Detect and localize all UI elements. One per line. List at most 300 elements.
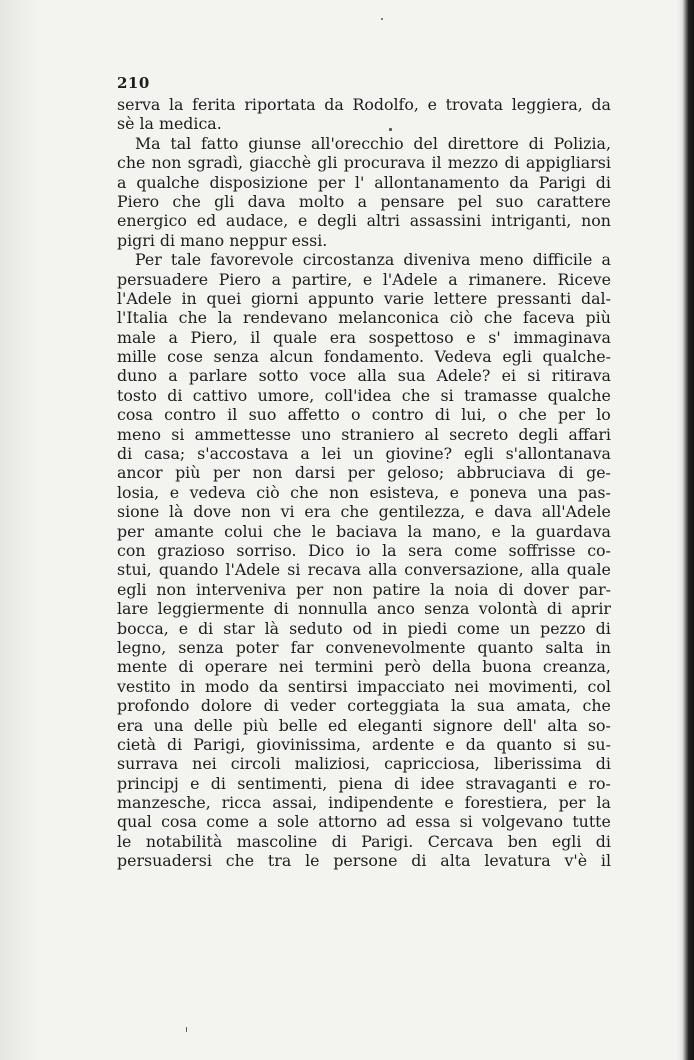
- word: od: [352, 618, 373, 638]
- word: o: [497, 405, 508, 425]
- word: s'allontanava: [505, 444, 611, 464]
- word: per: [296, 579, 324, 599]
- word: di: [546, 599, 563, 619]
- word: patire: [372, 579, 421, 599]
- word: persuadere: [117, 269, 209, 289]
- word: qualche: [547, 385, 611, 405]
- word: di: [411, 851, 427, 871]
- word: molto: [298, 191, 345, 211]
- word: cattivo: [192, 385, 248, 405]
- word: signore: [432, 715, 493, 735]
- word: abbruciava: [456, 463, 546, 483]
- word: che: [582, 696, 611, 716]
- word: non: [240, 502, 271, 522]
- text-line: [117, 347, 611, 366]
- word: lare: [117, 599, 149, 619]
- word: delle: [193, 715, 233, 735]
- word: noia: [454, 579, 489, 599]
- word: umore,: [257, 385, 315, 405]
- page-left-tone: [0, 0, 40, 1060]
- word: levatura: [484, 851, 551, 871]
- word: sentimenti,: [237, 773, 328, 793]
- word: le: [305, 851, 320, 871]
- word: senza: [213, 347, 259, 367]
- word: una: [153, 715, 184, 735]
- word: male: [117, 327, 156, 347]
- word: come: [457, 618, 500, 638]
- word: giovine?: [385, 444, 453, 464]
- word: ardente: [372, 734, 435, 754]
- word: la: [511, 521, 526, 541]
- text-line: [117, 774, 611, 793]
- word: veder: [290, 696, 336, 716]
- word: stui,: [117, 560, 152, 580]
- word: alla: [368, 560, 398, 580]
- word: allontanamento: [374, 172, 500, 192]
- word: e: [444, 793, 454, 813]
- word: notabilità: [145, 831, 223, 851]
- word: cosa: [117, 405, 153, 425]
- word: Parigi.: [361, 831, 414, 851]
- word: nei: [192, 754, 217, 774]
- word: la: [450, 696, 466, 716]
- word: e: [567, 773, 578, 793]
- word: fatto: [200, 133, 239, 153]
- word: ciò: [256, 482, 280, 502]
- word: la: [407, 521, 423, 541]
- word: a: [601, 250, 611, 270]
- word: a: [357, 191, 368, 211]
- word: altri: [366, 211, 400, 231]
- word: sera: [408, 540, 443, 560]
- word: sentirsi: [287, 676, 348, 696]
- word: corteggiata: [347, 696, 440, 716]
- word: di: [273, 599, 289, 619]
- word: di: [167, 385, 183, 405]
- word: interveniva: [196, 579, 287, 599]
- word: il: [600, 851, 611, 871]
- text-line: [117, 599, 611, 618]
- word: di: [595, 831, 611, 851]
- word: profondo: [117, 696, 190, 716]
- word: mezzo: [447, 153, 499, 173]
- word: indipendente: [328, 793, 434, 813]
- word: eleganti: [357, 715, 423, 735]
- word: trovata: [445, 95, 504, 114]
- word: che: [483, 308, 513, 328]
- word: l'Adele: [382, 269, 438, 289]
- word: forestiera,: [464, 793, 548, 813]
- word: Ma: [135, 133, 161, 153]
- word: Rodolfo,: [352, 95, 419, 114]
- word: si: [440, 385, 454, 405]
- word: belle: [278, 715, 318, 735]
- word: di: [198, 618, 214, 638]
- word: si: [563, 734, 577, 754]
- word: Piero,: [190, 327, 238, 347]
- word: là: [264, 618, 280, 638]
- text-line: [117, 522, 611, 541]
- word: che: [172, 191, 201, 211]
- word: per: [558, 793, 586, 813]
- word: si: [459, 812, 473, 832]
- word: l'Adele: [225, 560, 281, 580]
- word: della: [432, 657, 472, 677]
- word: aprir: [571, 599, 611, 619]
- word: affari: [568, 424, 611, 444]
- text-line: [117, 812, 611, 831]
- word: Vedeva: [434, 347, 492, 367]
- word: tosto: [117, 385, 157, 405]
- word: faceva: [523, 308, 575, 328]
- word: recava: [307, 560, 362, 580]
- text-line: [117, 289, 611, 308]
- word: guardava: [535, 521, 611, 541]
- word: audace,: [225, 211, 289, 231]
- word: qualche-: [542, 347, 611, 367]
- word: Dico: [308, 540, 345, 560]
- word: che: [401, 385, 431, 405]
- word: degli: [518, 424, 559, 444]
- word: non: [581, 211, 611, 231]
- word: carattere: [536, 191, 611, 211]
- word: su-: [587, 734, 611, 754]
- word: vestito: [117, 676, 171, 696]
- word: amante: [154, 521, 214, 541]
- text-line: [117, 657, 611, 676]
- word: una: [537, 482, 568, 502]
- text-line: [117, 153, 611, 172]
- word: Adele?: [436, 366, 491, 386]
- word: idee: [420, 773, 455, 793]
- text-line: [117, 463, 611, 482]
- word: creanza,: [542, 657, 611, 677]
- word: da: [509, 172, 529, 192]
- word: e: [190, 773, 200, 793]
- word: giorni: [250, 288, 299, 308]
- word: dava: [494, 502, 532, 522]
- word: che: [518, 405, 547, 425]
- word: giacchè: [249, 153, 312, 173]
- word: di: [263, 696, 279, 716]
- word: meno: [117, 424, 162, 444]
- word: per: [317, 172, 345, 192]
- paper-speck: [389, 128, 392, 131]
- word: nonnulla: [297, 599, 368, 619]
- word: conversazione,: [404, 560, 524, 580]
- word: gli: [214, 191, 235, 211]
- word: circoli: [230, 754, 281, 774]
- word: riportata: [244, 95, 316, 114]
- word: convenevolmente: [325, 637, 466, 657]
- word: geloso;: [387, 463, 445, 483]
- word: ed: [196, 211, 217, 231]
- word: dolore: [200, 696, 253, 716]
- word: quanto: [477, 637, 534, 657]
- word: del: [413, 133, 438, 153]
- word: sua: [477, 696, 505, 716]
- word: vi: [280, 502, 295, 522]
- word: colui: [224, 521, 263, 541]
- word: intriganti,: [491, 211, 572, 231]
- word: assai,: [272, 793, 318, 813]
- word: voce: [309, 366, 347, 386]
- word: serva: [117, 95, 161, 114]
- word: come: [206, 812, 249, 832]
- text-line: [117, 328, 611, 347]
- word: e: [474, 502, 485, 522]
- word: era: [329, 327, 357, 347]
- word: quando: [158, 560, 219, 580]
- word: più: [585, 308, 611, 328]
- word: a: [168, 327, 178, 347]
- word: fondamento.: [323, 347, 424, 367]
- word: surrava: [117, 754, 179, 774]
- word: seduto: [289, 618, 343, 638]
- word: suo: [495, 191, 524, 211]
- word: di: [595, 172, 611, 192]
- word: dove: [193, 502, 232, 522]
- word: là: [168, 502, 184, 522]
- word: sole: [276, 812, 309, 832]
- word: partire,: [291, 269, 353, 289]
- word: Cercava: [427, 831, 494, 851]
- word: di: [331, 831, 347, 851]
- word: Parigi,: [193, 734, 246, 754]
- word: come: [454, 540, 497, 560]
- word: favorevole: [210, 250, 294, 270]
- word: capricciosa,: [384, 754, 480, 774]
- word: tale: [170, 250, 202, 270]
- word: che: [117, 153, 146, 173]
- word: lettere: [433, 288, 488, 308]
- word: per: [347, 463, 375, 483]
- word: affetto: [287, 405, 340, 425]
- word: secreto: [449, 424, 509, 444]
- word: pel: [457, 191, 483, 211]
- word: poneva: [469, 482, 528, 502]
- word: ritirava: [551, 366, 611, 386]
- word: appunto: [308, 288, 375, 308]
- text-line: sè la medica.: [117, 114, 222, 134]
- word: tra: [267, 851, 292, 871]
- word: qualche: [136, 172, 200, 192]
- word: disposizione: [209, 172, 308, 192]
- word: circostanza: [302, 250, 395, 270]
- word: volontà: [478, 599, 538, 619]
- word: le: [117, 831, 132, 851]
- word: assassini: [409, 211, 482, 231]
- text-line: [117, 541, 611, 560]
- word: direttore: [447, 133, 519, 153]
- word: nei: [454, 676, 479, 696]
- word: lei: [321, 444, 342, 464]
- word: si: [527, 366, 541, 386]
- word: di: [393, 773, 410, 793]
- word: sua: [397, 366, 426, 386]
- word: anco: [376, 599, 415, 619]
- text-line: [117, 560, 611, 579]
- text-line: [117, 211, 611, 230]
- word: diveniva: [403, 250, 471, 270]
- word: alta: [547, 715, 578, 735]
- word: ancor: [117, 463, 163, 483]
- word: e: [178, 618, 189, 638]
- word: non: [156, 579, 187, 599]
- word: era: [117, 715, 144, 735]
- word: di: [498, 579, 514, 599]
- word: in: [382, 618, 398, 638]
- word: la: [169, 95, 184, 114]
- word: egli: [502, 347, 532, 367]
- word: si: [287, 560, 301, 580]
- word: darsi: [294, 463, 336, 483]
- word: rimanere.: [468, 269, 547, 289]
- word: poter: [235, 637, 279, 657]
- text-line: [117, 754, 611, 773]
- word: principj: [117, 773, 179, 793]
- word: cosa: [161, 812, 197, 832]
- text-line: [117, 366, 611, 385]
- word: amata,: [516, 696, 571, 716]
- word: con: [117, 540, 146, 560]
- word: un: [353, 444, 374, 464]
- word: s': [488, 327, 501, 347]
- word: la: [596, 793, 611, 813]
- word: salta: [545, 637, 584, 657]
- word: il: [250, 327, 261, 347]
- word: star: [223, 618, 255, 638]
- word: la: [430, 579, 445, 599]
- word: soffrisse: [508, 540, 576, 560]
- word: in: [180, 676, 196, 696]
- word: energico: [117, 211, 187, 231]
- text-line: [117, 502, 611, 521]
- word: che: [225, 851, 255, 871]
- word: all'orecchio: [310, 133, 404, 153]
- word: di: [528, 133, 544, 153]
- word: rendevano: [242, 308, 328, 328]
- word: senza: [424, 599, 470, 619]
- word: la: [217, 308, 233, 328]
- word: a: [448, 269, 458, 289]
- text-line: [117, 735, 611, 754]
- word: era: [304, 502, 331, 522]
- word: non: [332, 579, 363, 599]
- text-line: [117, 95, 611, 114]
- word: alta: [440, 851, 471, 871]
- word: ei: [501, 366, 517, 386]
- word: gli: [317, 153, 338, 173]
- word: pressanti: [497, 288, 572, 308]
- word: difficile: [532, 250, 593, 270]
- word: a: [117, 172, 127, 192]
- text-line: [117, 696, 611, 715]
- word: ge-: [586, 463, 611, 483]
- word: suo: [248, 405, 277, 425]
- word: piedi: [407, 618, 448, 638]
- word: più: [243, 715, 269, 735]
- word: di: [178, 657, 194, 677]
- word: grazioso: [157, 540, 225, 560]
- word: di: [595, 618, 611, 638]
- word: l': [354, 172, 365, 192]
- word: di: [434, 405, 451, 425]
- text-line: [117, 425, 611, 444]
- word: giovinissima,: [256, 734, 361, 754]
- text-line: [117, 483, 611, 502]
- word: mano,: [432, 521, 482, 541]
- word: far: [290, 637, 314, 657]
- word: dal-: [581, 288, 611, 308]
- word: ro-: [588, 773, 611, 793]
- word: l'Italia: [117, 308, 168, 328]
- page-binding-shadow: [676, 0, 694, 1060]
- word: volgevano: [482, 812, 564, 832]
- word: immaginava: [513, 327, 611, 347]
- word: il: [227, 405, 238, 425]
- word: sospettoso: [368, 327, 454, 347]
- word: col: [587, 676, 611, 696]
- word: a: [258, 812, 268, 832]
- word: quale: [566, 560, 611, 580]
- word: persuadersi: [117, 851, 212, 871]
- text-line: [117, 619, 611, 638]
- word: vedeva: [189, 482, 246, 502]
- word: per: [117, 521, 145, 541]
- word: pas-: [577, 482, 611, 502]
- text-line: [117, 250, 611, 269]
- text-line: [117, 716, 611, 735]
- word: che: [272, 521, 302, 541]
- word: il: [431, 153, 442, 173]
- word: tal: [170, 133, 192, 153]
- word: coll'idea: [324, 385, 392, 405]
- word: e: [427, 95, 437, 114]
- word: persone: [333, 851, 398, 871]
- word: bocca,: [117, 618, 169, 638]
- word: cietà: [117, 734, 157, 754]
- text-line: [117, 192, 611, 211]
- word: però: [384, 657, 421, 677]
- word: per: [212, 463, 240, 483]
- word: degli: [317, 211, 357, 231]
- word: attorno: [318, 812, 378, 832]
- text-line: [117, 580, 611, 599]
- word: da: [324, 95, 344, 114]
- word: varie: [383, 288, 425, 308]
- word: so-: [587, 715, 611, 735]
- word: appigliarsi: [525, 153, 611, 173]
- word: di: [558, 463, 574, 483]
- word: co-: [587, 540, 611, 560]
- word: Riceve: [557, 269, 611, 289]
- word: in: [595, 637, 611, 657]
- word: uno: [301, 424, 331, 444]
- word: di: [167, 734, 183, 754]
- word: e: [298, 211, 308, 231]
- word: casa;: [144, 444, 186, 464]
- word: e: [445, 734, 455, 754]
- text-line: [117, 677, 611, 696]
- word: non: [151, 153, 182, 173]
- page-number: 210: [117, 74, 150, 92]
- text-line: [117, 638, 611, 657]
- word: da: [465, 734, 486, 754]
- word: mille: [117, 347, 157, 367]
- word: ammettesse: [194, 424, 291, 444]
- word: baciava: [336, 521, 398, 541]
